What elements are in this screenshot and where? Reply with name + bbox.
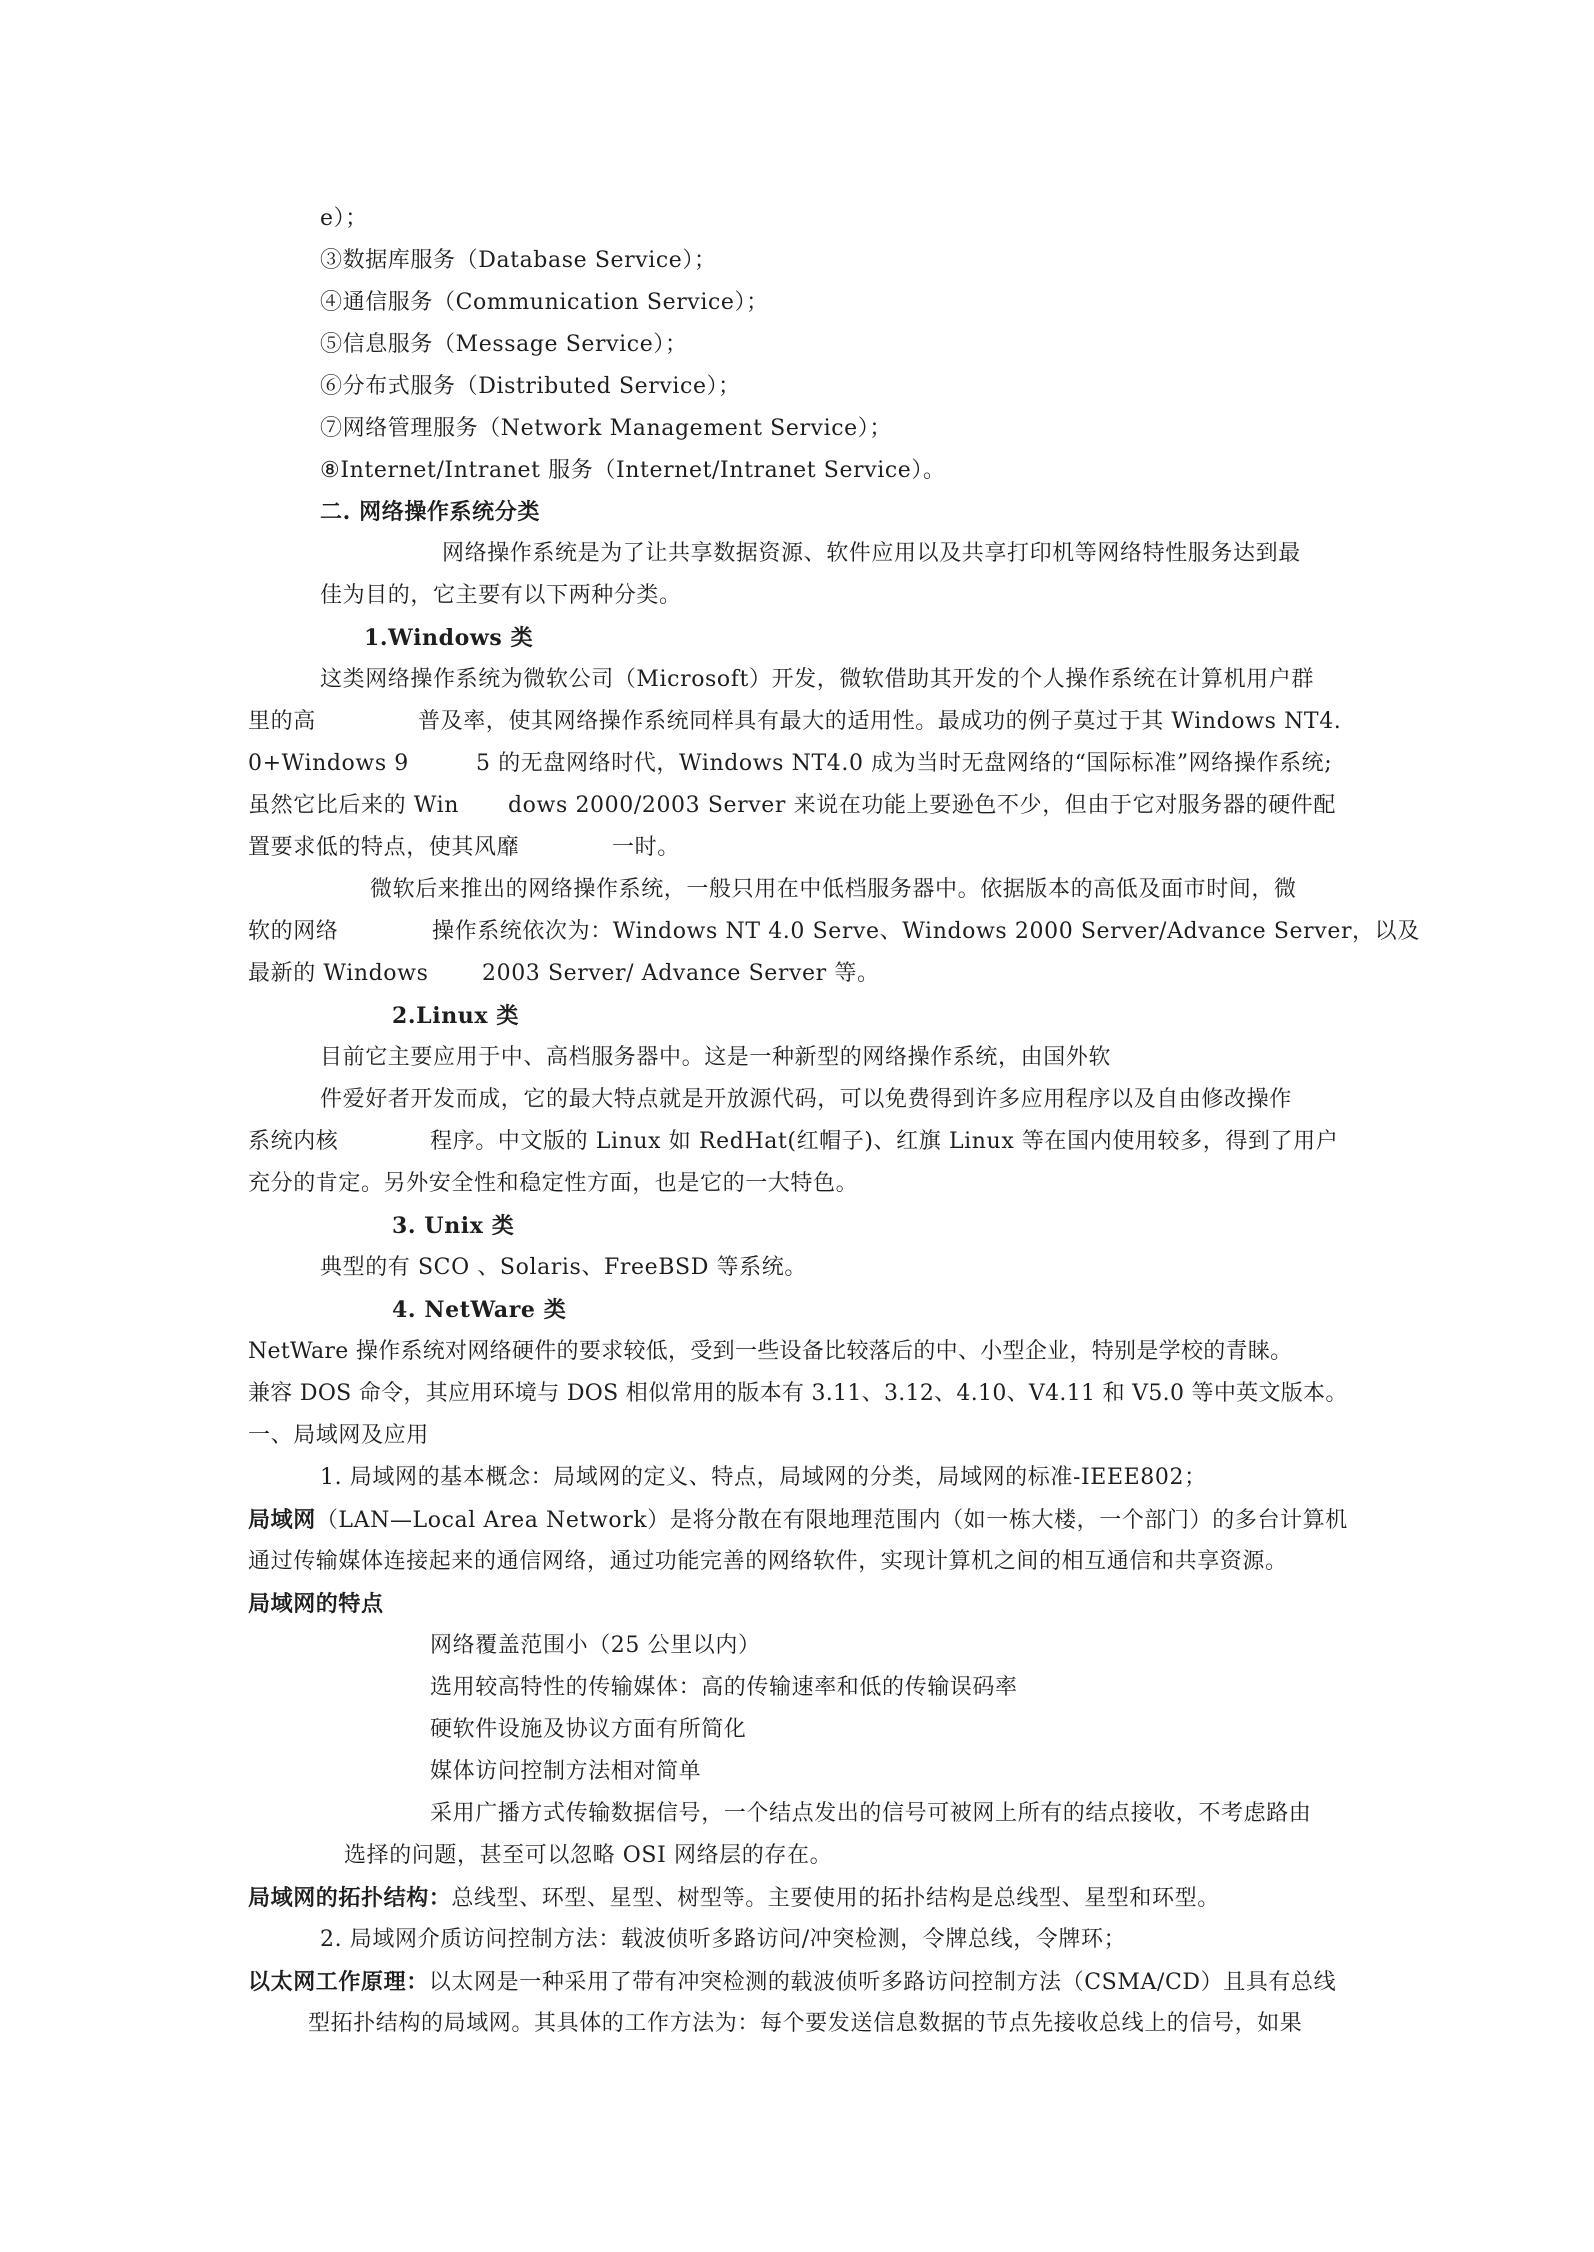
topology-label: 局域网的拓扑结构： [248, 1885, 452, 1911]
subsection-heading: 4. NetWare 类 [392, 1297, 567, 1323]
paragraph-line: 微软后来推出的网络操作系统，一般只用在中低档服务器中。依据版本的高低及面市时间，微 [370, 877, 1297, 902]
paragraph-line: 兼容 DOS 命令，其应用环境与 DOS 相似常用的版本有 3.11、3.12、4.10、V4.11 和 V5.0 等中英文版本。 [248, 1381, 1348, 1406]
paragraph-line: 0+Windows 9 [248, 751, 409, 776]
paragraph-line: 通过传输媒体连接起来的通信网络，通过功能完善的网络软件，实现计算机之间的相互通信和共享资源。 [248, 1549, 1288, 1574]
paragraph-line: 佳为目的，它主要有以下两种分类。 [320, 583, 682, 608]
list-item: ⑧Internet/Intranet 服务（Internet/Intranet Service）。 [320, 458, 946, 483]
feature-item: 硬软件设施及协议方面有所简化 [430, 1717, 747, 1742]
paragraph-line: 网络操作系统是为了让共享数据资源、软件应用以及共享打印机等网络特性服务达到最 [442, 541, 1301, 566]
subsection-heading: 2.Linux 类 [392, 1003, 519, 1029]
paragraph-line: 5 的无盘网络时代，Windows NT4.0 成为当时无盘网络的“国际标准”网络操作系统; [476, 751, 1333, 776]
paragraph-line: 2. 局域网介质访问控制方法：载波侦听多路访问/冲突检测，令牌总线，令牌环； [320, 1927, 1127, 1952]
ethernet-line [248, 1971, 1336, 1994]
paragraph-line: 虽然它比后来的 Win [248, 793, 460, 818]
list-item: e）； [320, 206, 368, 231]
paragraph-line: 软的网络 [248, 919, 339, 944]
feature-item: 选用较高特性的传输媒体：高的传输速率和低的传输误码率 [430, 1675, 1018, 1700]
paragraph-line: 系统内核 [248, 1129, 339, 1154]
paragraph-line: dows 2000/2003 Server 来说在功能上要逊色不少，但由于它对服务器的硬件配 [508, 793, 1336, 818]
feature-item: 网络覆盖范围小（25 公里以内） [430, 1633, 761, 1658]
features-heading: 局域网的特点 [248, 1591, 384, 1617]
paragraph-line: 操作系统依次为：Windows NT 4.0 Serve、Windows 2000 Server/Advance Server，以及 [432, 919, 1420, 944]
paragraph-line: 1. 局域网的基本概念：局域网的定义、特点，局域网的分类，局域网的标准-IEEE802； [320, 1465, 1207, 1490]
section-heading: 二. 网络操作系统分类 [320, 499, 540, 525]
feature-item-continued: 选择的问题，甚至可以忽略 OSI 网络层的存在。 [344, 1843, 833, 1868]
paragraph-line: 置要求低的特点，使其风靡 [248, 835, 520, 860]
paragraph-line: 普及率，使其网络操作系统同样具有最大的适用性。最成功的例子莫过于其 Windows NT4. [418, 709, 1342, 734]
definition-label: 局域网 [248, 1507, 316, 1533]
paragraph-line: NetWare 操作系统对网络硬件的要求较低，受到一些设备比较落后的中、小型企业，特别是学校的青睐。 [248, 1339, 1293, 1364]
list-item: ⑦网络管理服务（Network Management Service）； [320, 416, 892, 441]
list-item: ③数据库服务（Database Service）； [320, 248, 717, 273]
topology-text: 总线型、环型、星型、树型等。主要使用的拓扑结构是总线型、星型和环型。 [451, 1886, 1220, 1911]
ethernet-label: 以太网工作原理： [248, 1969, 429, 1995]
paragraph-line: 充分的肯定。另外安全性和稳定性方面，也是它的一大特色。 [248, 1171, 859, 1196]
paragraph-line: 型拓扑结构的局域网。其具体的工作方法为：每个要发送信息数据的节点先接收总线上的信号，如果 [308, 2011, 1303, 2036]
ethernet-text: 以太网是一种采用了带有冲突检测的载波侦听多路访问控制方法（CSMA/CD）且具有总线 [428, 1970, 1337, 1995]
subsection-heading: 1.Windows 类 [364, 625, 534, 651]
topology-line [248, 1887, 1220, 1910]
list-item: ④通信服务（Communication Service）； [320, 290, 769, 315]
list-item: ⑥分布式服务（Distributed Service）； [320, 374, 741, 399]
definition-text: （LAN—Local Area Network）是将分散在有限地理范围内（如一栋大楼，一个部门）的多台计算机 [315, 1508, 1348, 1533]
paragraph-line: 这类网络操作系统为微软公司（Microsoft）开发，微软借助其开发的个人操作系统在计算机用户群 [320, 667, 1314, 692]
section-title: 一、局域网及应用 [248, 1423, 429, 1448]
feature-item: 媒体访问控制方法相对简单 [430, 1759, 702, 1784]
subsection-heading: 3. Unix 类 [392, 1213, 515, 1239]
paragraph-line: 程序。中文版的 Linux 如 RedHat(红帽子)、红旗 Linux 等在国内使用较多，得到了用户 [430, 1129, 1339, 1154]
paragraph-line: 件爱好者开发而成，它的最大特点就是开放源代码，可以免费得到许多应用程序以及自由修改操作 [320, 1087, 1292, 1112]
definition-line [248, 1509, 1348, 1532]
feature-item: 采用广播方式传输数据信号，一个结点发出的信号可被网上所有的结点接收，不考虑路由 [430, 1801, 1312, 1826]
paragraph-line: 典型的有 SCO 、Solaris、FreeBSD 等系统。 [320, 1255, 807, 1280]
list-item: ⑤信息服务（Message Service）； [320, 332, 688, 357]
paragraph-line: 里的高 [248, 709, 316, 734]
paragraph-line: 2003 Server/ Advance Server 等。 [482, 961, 880, 986]
paragraph-line: 目前它主要应用于中、高档服务器中。这是一种新型的网络操作系统，由国外软 [320, 1045, 1112, 1070]
paragraph-line: 最新的 Windows [248, 961, 429, 986]
paragraph-line: 一时。 [612, 835, 680, 860]
